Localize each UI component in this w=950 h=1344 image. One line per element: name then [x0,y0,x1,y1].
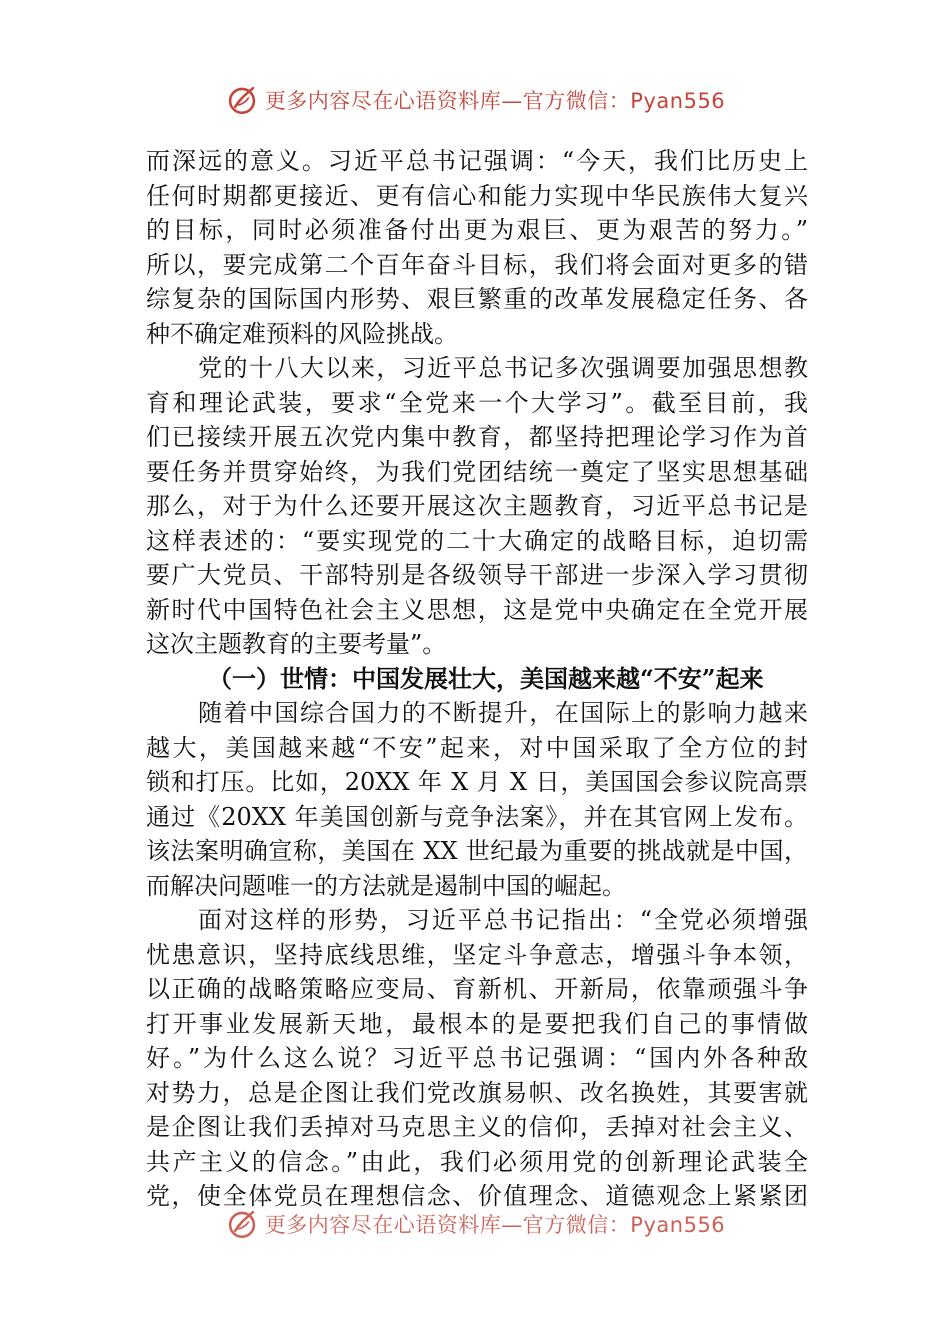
text-line: 打开事业发展新天地，最根本的是要把我们自己的事情做 [146,1009,808,1038]
document-body [146,144,808,1214]
text-line: 种不确定难预料的风险挑战。 [146,319,458,348]
text-line: 育和理论武装，要求“全党来一个大学习”。截至目前，我 [146,388,808,417]
text-line: 面对这样的形势，习近平总书记指出：“全党必须增强 [198,906,808,934]
text-line: 任何时期都更接近、更有信心和能力实现中华民族伟大复兴 [146,181,808,210]
text-line: 而解决问题唯一的方法就是遏制中国的崛起。 [146,871,626,900]
text-line: 要广大党员、干部特别是各级领导干部进一步深入学习贯彻 [146,561,808,589]
pen-swirl-logo-icon [225,83,259,117]
text-line: 越大，美国越来越“不安”起来，对中国采取了全方位的封 [146,733,808,762]
text-line: 新时代中国特色社会主义思想，这是党中央确定在全党开展 [146,595,808,624]
text-line: 党的十八大以来，习近平总书记多次强调要加强思想教 [198,354,808,382]
text-line: 综复杂的国际国内形势、艰巨繁重的改革发展稳定任务、各 [146,285,808,313]
text-line: 共产主义的信念。”由此，我们必须用党的创新理论武装全 [146,1147,808,1176]
text-line: 通过《20XX 年美国创新与竞争法案》，并在其官网上发布。 [146,802,808,831]
text-line: 对势力，总是企图让我们党改旗易帜、改名换姓，其要害就 [146,1078,808,1107]
pen-swirl-logo-icon [225,1207,259,1241]
text-line: 党，使全体党员在理想信念、价值理念、道德观念上紧紧团 [146,1182,808,1210]
text-line: 的目标，同时必须准备付出更为艰巨、更为艰苦的努力。” [146,216,808,244]
text-line: 这次主题教育的主要考量”。 [146,630,447,658]
text-line: 忧患意识，坚持底线思维，坚定斗争意志，增强斗争本领， [146,940,808,969]
text-line: 这样表述的：“要实现党的二十大确定的战略目标，迫切需 [146,526,808,555]
footer-watermark-text: 更多内容尽在心语资料库—官方微信：Pyan556 [264,1213,726,1237]
text-line: 好。”为什么这么说？习近平总书记强调：“国内外各种敌 [146,1044,808,1072]
text-line: 要任务并贯穿始终，为我们党团结统一奠定了坚实思想基础 [146,457,808,486]
text-line: 所以，要完成第二个百年奋斗目标，我们将会面对更多的错 [146,250,808,279]
header-watermark-banner [0,80,950,120]
text-line: 那么，对于为什么还要开展这次主题教育，习近平总书记是 [146,492,808,520]
text-line: 以正确的战略策略应变局、育新机、开新局，依靠顽强斗争 [146,975,808,1003]
text-line: 是企图让我们丢掉对马克思主义的信仰，丢掉对社会主义、 [146,1113,808,1141]
section-heading: （一）世情：中国发展壮大，美国越来越“不安”起来 [208,663,764,693]
text-line: 而深远的意义。习近平总书记强调：“今天，我们比历史上 [146,147,808,175]
text-line: 该法案明确宣称，美国在 XX 世纪最为重要的挑战就是中国， [146,837,808,865]
footer-watermark-banner [0,1204,950,1244]
header-watermark-text: 更多内容尽在心语资料库—官方微信：Pyan556 [264,89,726,113]
text-line: 随着中国综合国力的不断提升，在国际上的影响力越来 [198,699,808,727]
text-line: 锁和打压。比如，20XX 年 X 月 X 日，美国国会参议院高票 [146,768,808,796]
text-line: 们已接续开展五次党内集中教育，都坚持把理论学习作为首 [146,423,808,451]
